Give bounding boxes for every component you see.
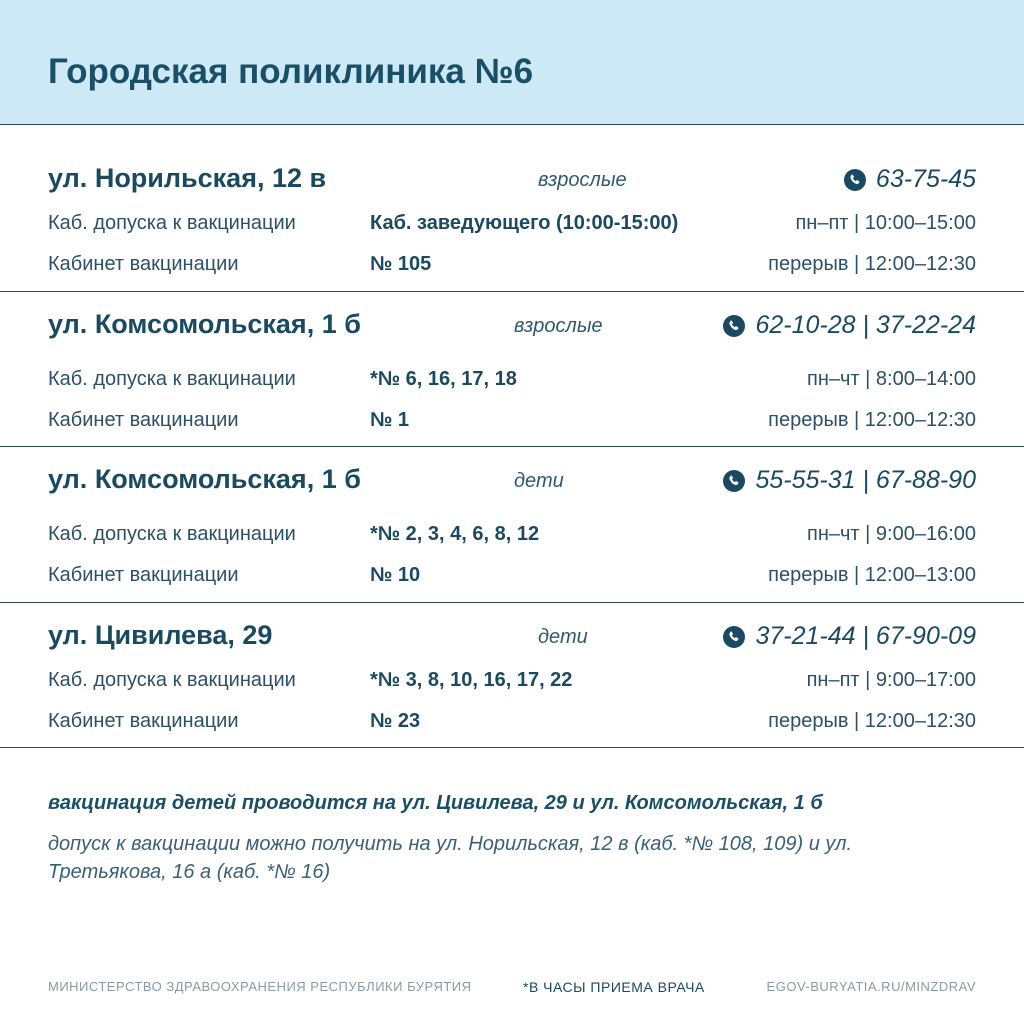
admission-hours: пн–чт | 8:00–14:00 xyxy=(807,368,976,390)
vaccination-value: № 10 xyxy=(370,564,421,586)
header-banner xyxy=(0,0,1024,124)
admission-label: Каб. допуска к вакцинации xyxy=(48,669,296,691)
admission-value: *№ 2, 3, 4, 6, 8, 12 xyxy=(370,523,540,545)
phone-icon xyxy=(844,169,866,191)
admission-hours: пн–чт | 9:00–16:00 xyxy=(807,523,976,545)
clinic-section-3 xyxy=(0,464,1024,614)
admission-label: Каб. допуска к вакцинации xyxy=(48,212,296,234)
clinic-section-2 xyxy=(0,309,1024,459)
break-hours: перерыв | 12:00–12:30 xyxy=(768,253,976,275)
vaccination-label: Кабинет вакцинации xyxy=(48,710,239,732)
break-hours: перерыв | 12:00–12:30 xyxy=(768,710,976,732)
phone-number: 37-21-44 | 67-90-09 xyxy=(755,622,976,650)
address: ул. Цивилева, 29 xyxy=(48,620,273,650)
address: ул. Комсомольская, 1 б xyxy=(48,464,361,494)
admission-value: *№ 3, 8, 10, 16, 17, 22 xyxy=(370,669,573,691)
phone-number: 55-55-31 | 67-88-90 xyxy=(755,466,976,494)
admission-hours: пн–пт | 9:00–17:00 xyxy=(806,669,976,691)
break-hours: перерыв | 12:00–13:00 xyxy=(768,564,976,586)
footer-website: EGOV-BURYATIA.RU/MINZDRAV xyxy=(766,979,976,994)
vaccination-label: Кабинет вакцинации xyxy=(48,253,239,275)
vaccination-label: Кабинет вакцинации xyxy=(48,564,239,586)
divider xyxy=(0,124,1024,125)
phone-icon xyxy=(723,626,745,648)
break-hours: перерыв | 12:00–12:30 xyxy=(768,409,976,431)
divider xyxy=(0,291,1024,292)
vaccination-label: Кабинет вакцинации xyxy=(48,409,239,431)
category: дети xyxy=(514,470,564,492)
phone-number: 63-75-45 xyxy=(875,165,976,193)
vaccination-value: № 1 xyxy=(370,409,409,431)
page-title: Городская поликлиника №6 xyxy=(48,52,534,91)
category: дети xyxy=(538,626,588,648)
phone xyxy=(723,311,976,340)
phone-icon xyxy=(723,470,745,492)
admission-value: Каб. заведующего (10:00-15:00) xyxy=(370,212,679,234)
address: ул. Комсомольская, 1 б xyxy=(48,309,361,339)
admission-hours: пн–пт | 10:00–15:00 xyxy=(795,212,976,234)
footer-ministry: МИНИСТЕРСТВО ЗДРАВООХРАНЕНИЯ РЕСПУБЛИКИ БУРЯТИЯ xyxy=(48,979,472,994)
phone xyxy=(723,622,976,651)
divider xyxy=(0,602,1024,603)
phone xyxy=(723,466,976,495)
admission-note: допуск к вакцинации можно получить на ул. Норильская, 12 в (каб. *№ 108, 109) и ул. Третьякова, 16 а (каб. *№ 16) xyxy=(48,833,853,883)
divider xyxy=(0,747,1024,748)
vaccination-value: № 23 xyxy=(370,710,421,732)
phone-number: 62-10-28 | 37-22-24 xyxy=(755,311,976,339)
admission-value: *№ 6, 16, 17, 18 xyxy=(370,368,517,390)
address: ул. Норильская, 12 в xyxy=(48,163,327,193)
category: взрослые xyxy=(538,169,627,191)
category: взрослые xyxy=(514,315,603,337)
admission-label: Каб. допуска к вакцинации xyxy=(48,368,296,390)
vaccination-value: № 105 xyxy=(370,253,432,275)
footer-footnote: *В ЧАСЫ ПРИЕМА ВРАЧА xyxy=(523,979,705,995)
phone xyxy=(844,165,976,194)
divider xyxy=(0,446,1024,447)
children-vaccination-note: вакцинация детей проводится на ул. Цивилева, 29 и ул. Комсомольская, 1 б xyxy=(48,792,823,814)
admission-label: Каб. допуска к вакцинации xyxy=(48,523,296,545)
phone-icon xyxy=(723,315,745,337)
